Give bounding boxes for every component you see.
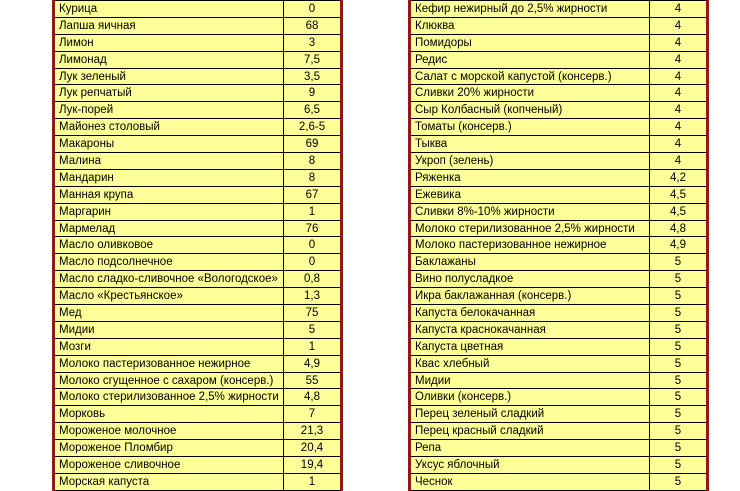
- food-table-right-body: [410, 1, 708, 491]
- food-name-cell: Лимонад: [54, 51, 284, 68]
- table-row: [410, 389, 708, 406]
- value-cell: 2,6-5: [284, 119, 342, 136]
- value-cell: 4,5: [650, 203, 708, 220]
- value-cell: 4,8: [284, 389, 342, 406]
- value-cell: 19,4: [284, 457, 342, 474]
- value-cell: 4,8: [650, 220, 708, 237]
- food-name-cell: Ежевика: [410, 186, 650, 203]
- table-row: [410, 254, 708, 271]
- food-name-cell: Баклажаны: [410, 254, 650, 271]
- food-name-cell: Молоко пастеризованное нежирное: [410, 237, 650, 254]
- table-row: [54, 153, 342, 170]
- value-cell: 6,5: [284, 102, 342, 119]
- table-row: [54, 473, 342, 490]
- value-cell: 76: [284, 220, 342, 237]
- value-cell: 5: [650, 473, 708, 490]
- table-row: [410, 85, 708, 102]
- food-name-cell: Салат с морской капустой (консерв.): [410, 68, 650, 85]
- table-row: [54, 119, 342, 136]
- food-name-cell: Вино полусладкое: [410, 271, 650, 288]
- value-cell: 5: [650, 288, 708, 305]
- table-row: [410, 102, 708, 119]
- food-name-cell: Лук зеленый: [54, 68, 284, 85]
- table-row: [410, 305, 708, 322]
- food-name-cell: Клюква: [410, 17, 650, 34]
- food-name-cell: Молоко стерилизованное 2,5% жирности: [54, 389, 284, 406]
- table-row: [54, 220, 342, 237]
- table-row: [54, 203, 342, 220]
- table-row: [54, 34, 342, 51]
- value-cell: 5: [650, 389, 708, 406]
- value-cell: 4,2: [650, 169, 708, 186]
- food-table-right: [408, 0, 709, 491]
- value-cell: 55: [284, 372, 342, 389]
- value-cell: 4: [650, 68, 708, 85]
- food-name-cell: Лук репчатый: [54, 85, 284, 102]
- value-cell: 0: [284, 1, 342, 18]
- value-cell: 4: [650, 17, 708, 34]
- food-name-cell: Мороженое молочное: [54, 423, 284, 440]
- food-name-cell: Масло подсолнечное: [54, 254, 284, 271]
- value-cell: 4,5: [650, 186, 708, 203]
- food-name-cell: Сливки 20% жирности: [410, 85, 650, 102]
- value-cell: 67: [284, 186, 342, 203]
- table-row: [410, 119, 708, 136]
- value-cell: 4: [650, 51, 708, 68]
- table-row: [54, 68, 342, 85]
- value-cell: 9: [284, 85, 342, 102]
- table-row: [410, 338, 708, 355]
- food-name-cell: Сыр Колбасный (копченый): [410, 102, 650, 119]
- value-cell: 5: [650, 355, 708, 372]
- food-name-cell: Оливки (консерв.): [410, 389, 650, 406]
- value-cell: 3: [284, 34, 342, 51]
- table-row: [410, 457, 708, 474]
- value-cell: 5: [650, 406, 708, 423]
- food-table-left-body: [54, 1, 342, 491]
- food-name-cell: Лук-порей: [54, 102, 284, 119]
- food-name-cell: Кефир нежирный до 2,5% жирности: [410, 1, 650, 18]
- table-row: [410, 203, 708, 220]
- table-row: [54, 355, 342, 372]
- value-cell: 5: [650, 440, 708, 457]
- food-name-cell: Мороженое Пломбир: [54, 440, 284, 457]
- table-row: [410, 17, 708, 34]
- table-row: [410, 237, 708, 254]
- value-cell: 5: [650, 305, 708, 322]
- table-row: [54, 338, 342, 355]
- food-name-cell: Маргарин: [54, 203, 284, 220]
- food-name-cell: Мед: [54, 305, 284, 322]
- food-name-cell: Мандарин: [54, 169, 284, 186]
- value-cell: 0,8: [284, 271, 342, 288]
- food-name-cell: Курица: [54, 1, 284, 18]
- table-row: [54, 271, 342, 288]
- table-row: [54, 372, 342, 389]
- table-row: [54, 1, 342, 18]
- table-row: [54, 102, 342, 119]
- food-name-cell: Масло сладко-сливочное «Вологодское»: [54, 271, 284, 288]
- table-row: [410, 271, 708, 288]
- food-name-cell: Лапша яичная: [54, 17, 284, 34]
- table-row: [410, 169, 708, 186]
- table-row: [54, 186, 342, 203]
- value-cell: 4,9: [650, 237, 708, 254]
- food-name-cell: Капуста краснокачанная: [410, 321, 650, 338]
- value-cell: 4: [650, 1, 708, 18]
- value-cell: 4: [650, 34, 708, 51]
- value-cell: 8: [284, 169, 342, 186]
- value-cell: 7,5: [284, 51, 342, 68]
- value-cell: 1: [284, 473, 342, 490]
- value-cell: 8: [284, 153, 342, 170]
- value-cell: 5: [284, 321, 342, 338]
- table-row: [54, 169, 342, 186]
- food-name-cell: Укроп (зелень): [410, 153, 650, 170]
- table-row: [410, 34, 708, 51]
- food-name-cell: Квас хлебный: [410, 355, 650, 372]
- food-name-cell: Редис: [410, 51, 650, 68]
- value-cell: 75: [284, 305, 342, 322]
- food-name-cell: Икра баклажанная (консерв.): [410, 288, 650, 305]
- value-cell: 4: [650, 85, 708, 102]
- value-cell: 1: [284, 338, 342, 355]
- food-name-cell: Тыква: [410, 136, 650, 153]
- value-cell: 5: [650, 321, 708, 338]
- food-name-cell: Молоко пастеризованное нежирное: [54, 355, 284, 372]
- table-row: [410, 321, 708, 338]
- value-cell: 4: [650, 119, 708, 136]
- food-name-cell: Морковь: [54, 406, 284, 423]
- value-cell: 5: [650, 254, 708, 271]
- value-cell: 5: [650, 372, 708, 389]
- table-row: [54, 305, 342, 322]
- table-row: [410, 51, 708, 68]
- food-name-cell: Лимон: [54, 34, 284, 51]
- table-row: [410, 136, 708, 153]
- value-cell: 5: [650, 271, 708, 288]
- value-cell: 7: [284, 406, 342, 423]
- food-name-cell: Помидоры: [410, 34, 650, 51]
- food-name-cell: Мидии: [410, 372, 650, 389]
- food-name-cell: Масло «Крестьянское»: [54, 288, 284, 305]
- value-cell: 3,5: [284, 68, 342, 85]
- table-row: [54, 254, 342, 271]
- table-row: [410, 473, 708, 490]
- food-name-cell: Томаты (консерв.): [410, 119, 650, 136]
- table-row: [410, 355, 708, 372]
- food-name-cell: Капуста цветная: [410, 338, 650, 355]
- table-row: [54, 406, 342, 423]
- table-row: [54, 51, 342, 68]
- value-cell: 69: [284, 136, 342, 153]
- table-row: [410, 440, 708, 457]
- food-name-cell: Макароны: [54, 136, 284, 153]
- value-cell: 0: [284, 254, 342, 271]
- value-cell: 4: [650, 136, 708, 153]
- food-name-cell: Перец зеленый сладкий: [410, 406, 650, 423]
- food-name-cell: Уксус яблочный: [410, 457, 650, 474]
- value-cell: 20,4: [284, 440, 342, 457]
- table-row: [54, 321, 342, 338]
- table-row: [410, 372, 708, 389]
- food-name-cell: Чеснок: [410, 473, 650, 490]
- value-cell: 68: [284, 17, 342, 34]
- table-row: [410, 288, 708, 305]
- food-name-cell: Ряженка: [410, 169, 650, 186]
- food-name-cell: Масло оливковое: [54, 237, 284, 254]
- table-row: [54, 237, 342, 254]
- food-name-cell: Мозги: [54, 338, 284, 355]
- food-name-cell: Перец красный сладкий: [410, 423, 650, 440]
- value-cell: 1,3: [284, 288, 342, 305]
- food-name-cell: Мороженое сливочное: [54, 457, 284, 474]
- table-row: [54, 423, 342, 440]
- table-row: [410, 220, 708, 237]
- value-cell: 4: [650, 153, 708, 170]
- value-cell: 5: [650, 457, 708, 474]
- value-cell: 1: [284, 203, 342, 220]
- table-row: [54, 85, 342, 102]
- food-name-cell: Молоко стерилизованное 2,5% жирности: [410, 220, 650, 237]
- food-name-cell: Репа: [410, 440, 650, 457]
- table-row: [54, 440, 342, 457]
- food-name-cell: Морская капуста: [54, 473, 284, 490]
- table-row: [54, 457, 342, 474]
- value-cell: 4,9: [284, 355, 342, 372]
- food-name-cell: Сливки 8%-10% жирности: [410, 203, 650, 220]
- value-cell: 5: [650, 338, 708, 355]
- value-cell: 0: [284, 237, 342, 254]
- table-row: [410, 68, 708, 85]
- table-row: [54, 17, 342, 34]
- table-row: [410, 423, 708, 440]
- food-name-cell: Молоко сгущенное с сахаром (консерв.): [54, 372, 284, 389]
- food-table-left: [52, 0, 343, 491]
- value-cell: 4: [650, 102, 708, 119]
- table-row: [410, 186, 708, 203]
- food-name-cell: Мармелад: [54, 220, 284, 237]
- food-name-cell: Малина: [54, 153, 284, 170]
- food-name-cell: Капуста белокачанная: [410, 305, 650, 322]
- table-row: [54, 288, 342, 305]
- table-row: [54, 389, 342, 406]
- table-row: [54, 136, 342, 153]
- table-row: [410, 153, 708, 170]
- table-row: [410, 1, 708, 18]
- food-name-cell: Мидии: [54, 321, 284, 338]
- table-row: [410, 406, 708, 423]
- food-name-cell: Манная крупа: [54, 186, 284, 203]
- value-cell: 5: [650, 423, 708, 440]
- value-cell: 21,3: [284, 423, 342, 440]
- food-name-cell: Майонез столовый: [54, 119, 284, 136]
